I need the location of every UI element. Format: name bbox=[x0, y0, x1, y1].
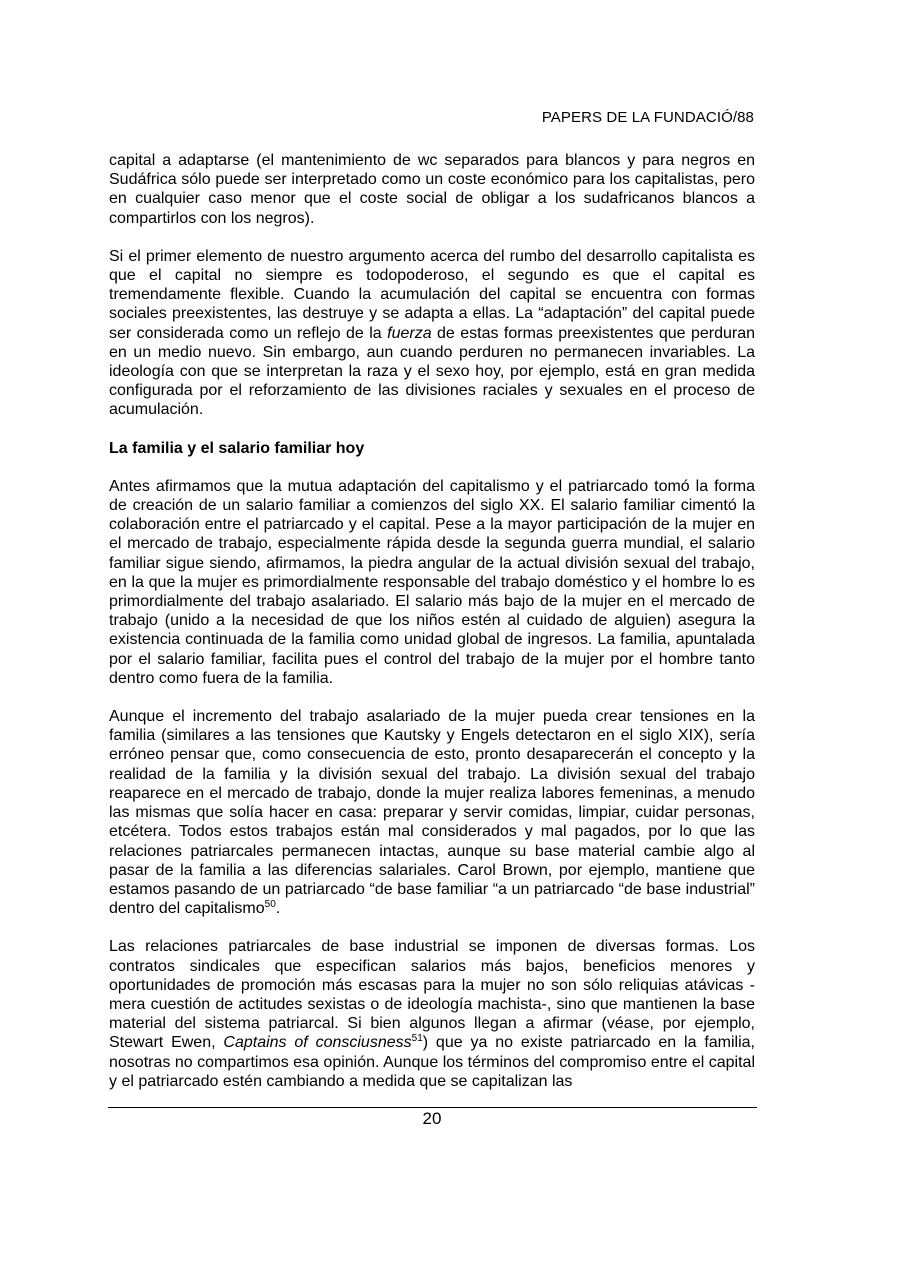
running-header: PAPERS DE LA FUNDACIÓ/88 bbox=[541, 109, 754, 126]
paragraph bbox=[109, 937, 755, 1091]
emphasis: fuerza bbox=[387, 324, 432, 342]
page-number: 20 bbox=[422, 1109, 442, 1128]
section-heading: La familia y el salario familiar hoy bbox=[109, 439, 365, 457]
footnote-ref[interactable]: 50 bbox=[264, 899, 276, 911]
text-run: ) que ya no existe patriarcado en la familia, nosotras no compartimos esa opinión. Aunque los términos del compromiso entre el capital y el patriarcado estén cambiando a medida que se capitalizan las bbox=[109, 1034, 755, 1090]
footer-rule bbox=[108, 1107, 757, 1108]
paragraph bbox=[109, 707, 755, 918]
paragraph bbox=[109, 247, 755, 420]
text-run: . bbox=[275, 900, 281, 918]
text-run: Aunque el incremento del trabajo asalariado de la mujer pueda crear tensiones en la familia (similares a las tensiones que Kautsky y Engels detectaron en el siglo XIX), sería erróneo pensar que, como consecuencia de esto, pronto desaparecerán el concepto y la realidad de la familia y la división sexual del trabajo. La división sexual del trabajo reaparece en el mercado de trabajo, donde la mujer realiza labores femeninas, a menudo las mismas que solía hacer en casa: preparar y servir comidas, limpiar, cuidar personas, etcétera. Todos estos trabajos están mal considerados y mal pagados, por lo que las relaciones patriarcales permanecen intactas, aunque su base material cambie algo al pasar de la familia a las diferencias salariales. Carol Brown, por ejemplo, mantiene que estamos pasando de un patriarcado “de base familiar “a un patriarcado “de base industrial” dentro del capitalismo bbox=[109, 708, 755, 918]
footnote-ref[interactable]: 51 bbox=[411, 1033, 423, 1045]
paragraph: capital a adaptarse (el mantenimiento de wc separados para blancos y para negros en Sudáfrica sólo puede ser interpretado como un coste económico para los capitalistas, pero en cualquier caso menor que el coste social de obligar a los sudafricanos blancos a compartirlos con los negros). bbox=[109, 152, 755, 227]
book-title: Captains of consciusness bbox=[223, 1034, 412, 1052]
text-run: Si el primer elemento de nuestro argumento acerca del rumbo del desarrollo capitalista es que el capital no siempre es todopoderoso, el segundo es que el capital es tremendamente flexible. Cuando la acumulación del capital se encuentra con formas sociales preexistentes, las destruye y se adapta a ellas. La “adaptación” del capital puede ser considerada como un reflejo de la bbox=[109, 247, 755, 342]
text-run: de estas formas preexistentes que perduran en un medio nuevo. Sin embargo, aun cuando perduren no permanecen invariables. La ideología con que se interpretan la raza y el sexo hoy, por ejemplo, está en gran medida configurada por el reforzamiento de las divisiones raciales y sexuales en el proceso de acumulación. bbox=[109, 324, 756, 419]
page-body bbox=[109, 151, 755, 1110]
text-run: Las relaciones patriarcales de base industrial se imponen de diversas formas. Los contratos sindicales que especifican salarios más bajos, beneficios menores y oportunidades de promoción más escasas para la mujer no son sólo reliquias atávicas -mera cuestión de actitudes sexistas o de ideología machista-, sino que mantienen la base material del sistema patriarcal. Si bien algunos llegan a afirmar (véase, por ejemplo, Stewart Ewen, bbox=[109, 938, 755, 1052]
paragraph: Antes afirmamos que la mutua adaptación del capitalismo y el patriarcado tomó la forma de creación de un salario familiar a comienzos del siglo XX. El salario familiar cimentó la colaboración entre el patriarcado y el capital. Pese a la mayor participación de la mujer en el mercado de trabajo, especialmente rápida desde la segunda guerra mundial, el salario familiar sigue siendo, afirmamos, la piedra angular de la actual división sexual del trabajo, en la que la mujer es primordialmente responsable del trabajo doméstico y el hombre lo es primordialmente del trabajo asalariado. El salario más bajo de la mujer en el mercado de trabajo (unido a la necesidad de que los niños estén al cuidado de alguien) asegura la existencia continuada de la familia como unidad global de ingresos. La familia, apuntalada por el salario familiar, facilita pues el control del trabajo de la mujer por el hombre tanto dentro como fuera de la familia. bbox=[109, 477, 755, 687]
